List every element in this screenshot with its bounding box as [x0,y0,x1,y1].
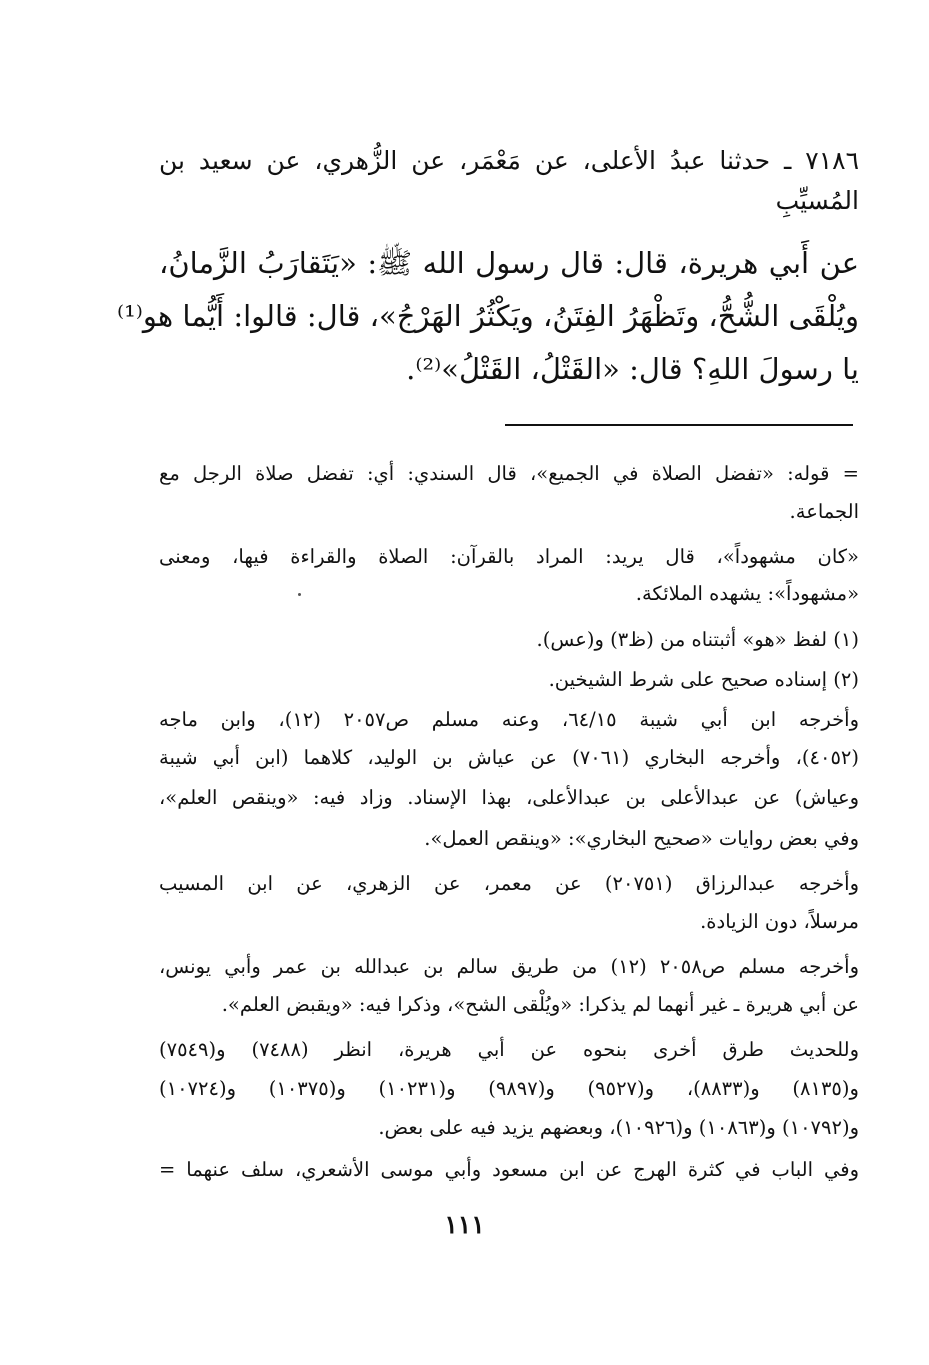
footnote-line: مرسلاً، دون الزيادة. [700,910,859,933]
footnote-line: (٤٠٥٢)، وأخرجه البخاري (٧٠٦١) عن عياش بن الوليد، كلاهما (ابن أبي شيبة [159,746,860,769]
footnote-line: «كان مشهوداً»، قال يريد: المراد بالقرآن: الصلاة والقراءة فيها، ومعنى [159,545,859,568]
footnote-1: (١) لفظ «هو» أثبتناه من (ظ٣) و(عس). [536,628,859,651]
footnote-2: (٢) إسناده صحيح على شرط الشيخين. [548,668,859,691]
matn-line-3: يا رسولَ اللهِ؟ قال: «القَتْلُ، القَتْلُ»⁽²⁾. [406,352,859,386]
footnote-line: وأخرجه مسلم ص٢٠٥٨ (١٢) من طريق سالم بن عبدالله بن عمر وأبي يونس، [159,955,860,978]
footnote-line: الجماعة. [789,500,859,523]
hadith-name-line: المُسيِّبِ [775,186,859,215]
footnote-line: و(١٠٧٩٢) و(١٠٨٦٣) و(١٠٩٢٦)، وبعضهم يزيد فيه على بعض. [378,1116,859,1139]
footnote-line: وفي الباب في كثرة الهرج عن ابن مسعود وأبي موسى الأشعري، سلف عنهما = [159,1158,859,1181]
footnote-separator [505,424,853,426]
footnote-line: = قوله: «تفضل الصلاة في الجميع»، قال السندي: أي: تفضل صلاة الرجل مع [159,462,859,485]
hadith-number-line: ٧١٨٦ ـ حدثنا عبدُ الأعلى، عن مَعْمَر، عن الزُّهري، عن سعيد بن [159,146,859,175]
footnote-line: عن أبي هريرة ـ غير أنهما لم يذكرا: «ويُلْقى الشح»، وذكرا فيه: «ويقبض العلم». [221,993,859,1016]
footnote-line: وأخرجه عبدالرزاق (٢٠٧٥١) عن معمر، عن الزهري، عن ابن المسيب [159,872,859,895]
footnote-line: «مشهوداً»: يشهده الملائكة. [635,582,859,605]
matn-line-1: عن أَبي هريرة، قال: قال رسول الله ﷺ: «يَتَقارَبُ الزَّمانُ، [159,246,859,280]
footnote-line: وعياش) عن عبدالأعلى بن عبدالأعلى، بهذا الإسناد. وزاد فيه: «وينقص العلم»، [159,786,859,809]
footnote-line: وفي بعض روايات «صحيح البخاري»: «وينقص العمل». [424,827,859,850]
scan-speck [298,593,301,596]
footnote-line: وللحديث طرق أخرى بنحوه عن أبي هريرة، انظر (٧٤٨٨) و(٧٥٤٩) [159,1038,859,1061]
footnote-line: وأخرجه ابن أبي شيبة ٦٤/١٥، وعنه مسلم ص٢٠٥٧ (١٢)، وابن ماجه [159,708,859,731]
footnote-line: و(٨١٣٥) و(٨٨٣٣)، و(٩٥٢٧) و(٩٨٩٧) و(١٠٢٣١) و(١٠٣٧٥) و(١٠٧٢٤) [159,1077,859,1100]
page-number: ١١١ [444,1210,485,1239]
matn-line-2: ويُلْقَى الشُّحُّ، وتَظْهَرُ الفِتَنُ، ويَكْثُرُ الهَرْجُ»، قال: قالوا: أَيُّما هو⁽¹⁾ [116,299,859,333]
